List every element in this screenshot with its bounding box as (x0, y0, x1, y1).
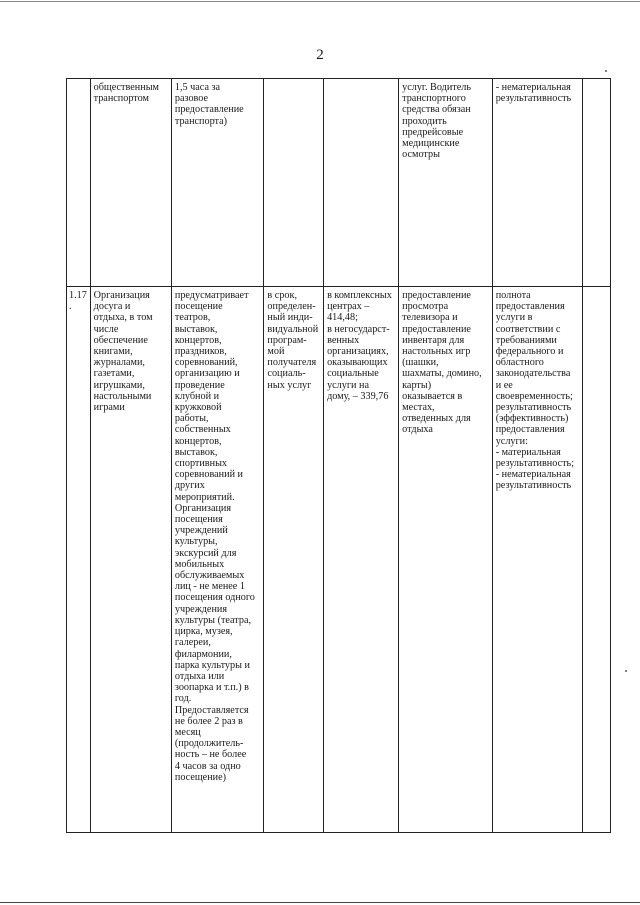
cell-text-line: галереи, (174, 637, 211, 649)
cell-text-line: игрушками, (93, 379, 145, 391)
cell-text-line: общественным (93, 82, 159, 93)
cell-text-line: своевременность; (495, 390, 573, 402)
cell-text-line: - нематериальная (495, 82, 571, 93)
cell-extra (583, 287, 611, 833)
cell-text-line: проходить (402, 115, 447, 127)
cell-text-line: видуальной (267, 323, 319, 335)
cell-text-line: оказывается в (402, 390, 463, 402)
cell-text-line: концертов, (174, 435, 222, 447)
cell-text-line: карты) (402, 379, 432, 391)
cell-text-line: требованиями (495, 334, 557, 346)
cell-text-line: мобильных (174, 558, 225, 570)
cell-text-line: соответствии с (495, 323, 561, 335)
cell-text-line: других (174, 480, 205, 492)
cell-text-line: центрах – (327, 301, 370, 313)
cell-text-line: 1,5 часа за (174, 82, 221, 93)
cell-price (324, 79, 399, 287)
cell-text-line: - материальная (495, 446, 561, 458)
cell-text-line: полнота (495, 290, 531, 301)
cell-text-line: экскурсий для (174, 547, 237, 559)
cell-text-line: (эффективность) (495, 413, 569, 425)
cell-text-line: мой (267, 346, 285, 358)
cell-text-line: посещения одного (174, 592, 255, 604)
cell-text-line: выставок, (174, 446, 218, 458)
cell-text-line: 4 часов за одно (174, 760, 241, 772)
cell-text-line: кружковой (174, 402, 222, 414)
cell-text-line: отдыха, в том (93, 312, 153, 324)
cell-text-line: транспортного (402, 93, 466, 105)
top-scan-line (0, 1, 640, 2)
cell-text-line: социальные (327, 368, 379, 380)
cell-text-line: зоопарка и т.п.) в (174, 682, 249, 694)
cell-text-line: спортивных (174, 458, 228, 470)
cell-text-line: федерального и (495, 346, 564, 358)
page-number: 2 (316, 47, 324, 63)
cell-text-line: результативность (495, 93, 572, 105)
cell-quality (492, 79, 582, 287)
cell-text-line: соревнований и (174, 469, 244, 481)
cell-text-line: шахматы, домино, (402, 368, 482, 380)
cell-text-line: предусматривает (174, 290, 249, 301)
cell-text-line: месяц (174, 726, 201, 738)
cell-price (324, 287, 399, 833)
cell-text-line: ность – не более (174, 749, 247, 761)
cell-text-line: в комплексных (327, 290, 392, 301)
cell-text-line: и ее (495, 379, 513, 391)
cell-text-line: предоставления (495, 424, 565, 436)
cell-text-line: собственных (174, 424, 231, 436)
cell-text-line: культуры (театра, (174, 614, 252, 626)
bottom-scan-line (0, 902, 640, 903)
cell-text-line: програм- (267, 334, 307, 346)
cell-text-line: разовое (174, 93, 209, 105)
cell-text-line: книгами, (93, 346, 133, 358)
cell-text-line: (шашки, (402, 357, 439, 369)
cell-text-line: дому, – 339,76 (327, 390, 389, 402)
cell-text-line: ный инди- (267, 312, 313, 324)
cell-text-line: филармонии, (174, 648, 232, 660)
cell-text-line: транспортом (93, 93, 149, 105)
cell-text-line: услуг. Водитель (402, 82, 471, 93)
cell-text-line: отдыха или (174, 670, 225, 682)
cell-text-line: парка культуры и (174, 659, 250, 671)
cell-text-line: мероприятий. (174, 491, 235, 503)
table-row (67, 79, 611, 287)
cell-text-line: местах, (402, 402, 435, 414)
cell-text-line: культуры, (174, 536, 218, 548)
cell-text-line: предрейсовые (402, 126, 464, 138)
cell-text-line: результативность; (495, 458, 575, 470)
cell-text-line: предоставления (495, 301, 565, 313)
cell-text-line: год. (174, 693, 192, 705)
cell-text-line: транспорта) (174, 115, 228, 127)
cell-text-line: театров, (174, 312, 211, 324)
cell-term (264, 287, 324, 833)
cell-text-line: настольными (93, 390, 152, 402)
cell-text-line: праздников, (174, 346, 227, 358)
cell-text-line: досуга и (93, 301, 131, 313)
cell-text-line: услуги в (495, 312, 533, 324)
cell-service-name (90, 79, 171, 287)
cell-text-line: настольных игр (402, 346, 471, 358)
scan-dot (625, 670, 627, 672)
cell-text-line: обеспечение (93, 334, 148, 346)
cell-quality (492, 287, 582, 833)
cell-text-line: организациях, (327, 346, 389, 358)
table-row (67, 287, 611, 833)
cell-text-line: услуги на (327, 379, 370, 391)
cell-service-content (171, 79, 264, 287)
cell-text-line: инвентаря для (402, 334, 465, 346)
cell-text-line: результативность (495, 402, 572, 414)
cell-text-line: услуги: (495, 435, 528, 447)
cell-text-line: в срок, (267, 290, 297, 301)
cell-text-line: результативность (495, 480, 572, 492)
cell-text-line: 414,48; (327, 312, 358, 324)
cell-text-line: медицинские (402, 138, 460, 150)
cell-text-line: Организация (174, 502, 232, 514)
cell-text-line: числе (93, 323, 119, 335)
cell-text-line: определен- (267, 301, 316, 313)
cell-text-line: учреждения (174, 603, 228, 615)
cell-text-line: соревнований, (174, 357, 238, 369)
cell-text-line: Предоставляется (174, 704, 249, 716)
cell-text-line: посещения (174, 514, 223, 526)
cell-text-line: предоставление (402, 323, 471, 335)
cell-text-line: отведенных для (402, 413, 471, 425)
cell-text-line: клубной и (174, 390, 220, 402)
cell-text-line: телевизора и (402, 312, 458, 324)
cell-text-line: посещение (174, 301, 223, 313)
cell-extra (583, 79, 611, 287)
cell-text-line: работы, (174, 413, 209, 425)
cell-text-line: посещение) (174, 771, 227, 783)
cell-text-line: законодательства (495, 368, 571, 380)
cell-text-line: в негосударст- (327, 323, 390, 335)
cell-text-line: цирка, музея, (174, 626, 233, 638)
cell-num (67, 79, 91, 287)
cell-text-line: получателя (267, 357, 317, 369)
scan-dot (605, 70, 607, 72)
cell-num: 1.17. (67, 287, 91, 833)
cell-text-line: областного (495, 357, 544, 369)
cell-text-line: оказывающих (327, 357, 388, 369)
cell-text-line: просмотра (402, 301, 449, 313)
cell-service-content (171, 287, 264, 833)
cell-text-line: средства обязан (402, 104, 471, 116)
cell-text-line: проведение (174, 379, 225, 391)
cell-text-line: предоставление (402, 290, 471, 301)
cell-text-line: - нематериальная (495, 469, 571, 481)
cell-text-line: учреждений (174, 525, 228, 537)
cell-text-line: газетами, (93, 368, 135, 380)
cell-text-line: лиц - не менее 1 (174, 581, 245, 593)
cell-text-line: осмотры (402, 149, 440, 161)
cell-text-line: организацию и (174, 368, 240, 380)
cell-text-line: обслуживаемых (174, 570, 245, 582)
cell-text-line: венных (327, 334, 360, 346)
cell-term (264, 79, 324, 287)
cell-conditions (399, 79, 493, 287)
cell-text-line: предоставление (174, 104, 244, 116)
cell-text-line: отдыха (402, 424, 433, 436)
cell-text-line: (продолжитель- (174, 738, 244, 750)
cell-text-line: социаль- (267, 368, 306, 380)
cell-text-line: выставок, (174, 323, 218, 335)
cell-text-line: журналами, (93, 357, 145, 369)
cell-text-line: играми (93, 402, 125, 414)
cell-text-line: ных услуг (267, 379, 312, 391)
cell-text-line: не более 2 раз в (174, 715, 243, 727)
cell-text-line: Организация (93, 290, 150, 301)
services-table (66, 78, 611, 833)
cell-text-line: концертов, (174, 334, 222, 346)
cell-service-name (90, 287, 171, 833)
cell-conditions (399, 287, 493, 833)
